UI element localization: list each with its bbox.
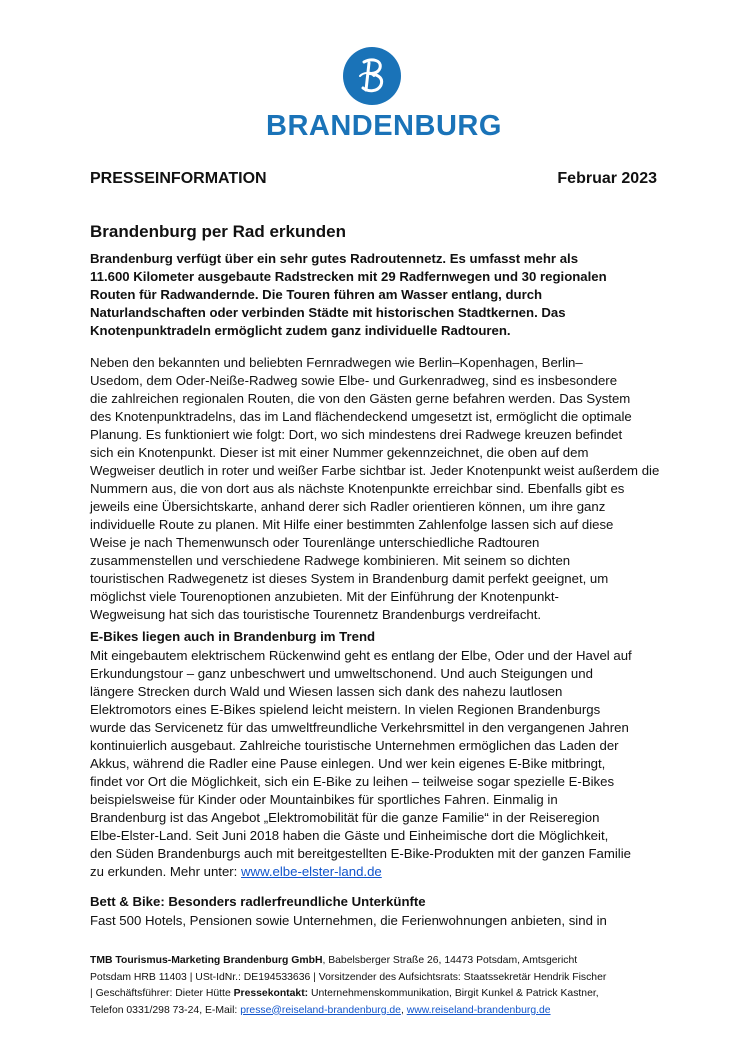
lead-line: Routen für Radwandernde. Die Touren führen am Wasser entlang, durch — [90, 287, 543, 302]
body-line: möglichst viele Tourenoptionen anzubieten. Mit der Einführung der Knotenpunkt- — [90, 589, 559, 604]
article-title: Brandenburg per Rad erkunden — [90, 222, 346, 241]
body-line: findet vor Ort die Möglichkeit, sich ein E-Bike zu leihen – teilweise sogar spezielle E-Bikes — [90, 774, 615, 789]
body-line: kontinuierlich ausgebaut. Zahlreiche touristische Unternehmen ermöglichen das Laden der — [90, 738, 619, 753]
body-line: Usedom, dem Oder-Neiße-Radweg sowie Elbe- und Gurkenradweg, sind es insbesondere — [90, 373, 618, 388]
body-line: Wegweisung hat sich das touristische Tourennetz Brandenburgs verdreifacht. — [90, 607, 542, 622]
body-line: beispielsweise für Kinder oder Mountainbikes für sportliches Fahren. Einmalig in — [90, 792, 558, 807]
document-header — [90, 170, 657, 192]
body-line: Neben den bekannten und beliebten Fernradwegen wie Berlin–Kopenhagen, Berlin– — [90, 355, 583, 370]
footer-line — [90, 1003, 670, 1020]
body-line: Elbe-Elster-Land. Seit Juni 2018 haben die Gäste und Einheimische dort die Möglichkeit, — [90, 828, 609, 843]
lead-line: 11.600 Kilometer ausgebaute Radstrecken mit 29 Radfernwegen und 30 regionalen — [90, 269, 607, 284]
press-email-link[interactable]: presse@reiseland-brandenburg.de — [240, 1004, 401, 1016]
body-line: Mit eingebautem elektrischem Rückenwind geht es entlang der Elbe, Oder und der Havel auf — [90, 648, 632, 663]
body-line: Brandenburg ist das Angebot „Elektromobilität für die ganze Familie“ in der Reiseregion — [90, 810, 600, 825]
elbe-elster-land-link[interactable]: www.elbe-elster-land.de — [241, 864, 382, 879]
body-line: des Knotenpunktradelns, das im Land flächendeckend umgesetzt ist, ermöglicht die optimale — [90, 409, 632, 424]
body-paragraph-bett-bike — [90, 912, 662, 930]
body-line: zusammenstellen und verschiedene Radwege kombinieren. Mit seinem so dichten — [90, 553, 571, 568]
body-paragraph-knotenpunkt — [90, 354, 662, 624]
footer-imprint — [90, 953, 670, 1019]
section-heading-bett-bike: Bett & Bike: Besonders radlerfreundliche Unterkünfte — [90, 894, 426, 909]
footer-line — [90, 953, 670, 970]
document-type-label: PRESSEINFORMATION — [90, 170, 267, 187]
body-line: jeweils eine Übersichtskarte, anhand derer sich Radler orientieren können, um ihre ganz — [90, 499, 606, 514]
lead-paragraph — [90, 250, 660, 340]
more-info-label: zu erkunden. Mehr unter: — [90, 864, 242, 879]
body-line: längere Strecken durch Wald und Wiesen lassen sich dank des nahezu lautlosen — [90, 684, 563, 699]
lead-line: Knotenpunktradeln ermöglicht zudem ganz individuelle Radtouren. — [90, 323, 511, 338]
footer-ceo: | Geschäftsführer: Dieter Hütte — [90, 988, 234, 999]
body-line — [90, 863, 662, 881]
footer-press-contacts: Unternehmenskommunikation, Birgit Kunkel & Patrick Kastner, — [308, 988, 599, 999]
body-line: Fast 500 Hotels, Pensionen sowie Unternehmen, die Ferienwohnungen anbieten, sind in — [90, 913, 607, 928]
footer-phone: Telefon 0331/298 73-24, E-Mail: — [90, 1004, 241, 1016]
lead-line: Naturlandschaften oder verbinden Städte mit historischen Stadtkernen. Das — [90, 305, 566, 320]
body-line: die zahlreichen regionalen Routen, die von den Gästen gerne befahren werden. Das System — [90, 391, 631, 406]
body-line: Weise je nach Themenwunsch oder Tourenlänge unterschiedliche Radtouren — [90, 535, 540, 550]
brandenburg-emblem-icon — [342, 46, 402, 106]
body-line: Nummern aus, die von dort aus als nächste Knotenpunkte erreichbar sind. Ebenfalls gibt es — [90, 481, 625, 496]
brand-wordmark: BRANDENBURG — [266, 110, 502, 142]
body-line: sich ein Knotenpunkt. Dieser ist mit einer Nummer gekennzeichnet, die oben auf dem — [90, 445, 589, 460]
body-line: touristischen Radwegenetz ist dieses System in Brandenburg damit perfekt geeignet, um — [90, 571, 609, 586]
footer-address: , Babelsberger Straße 26, 14473 Potsdam, Amtsgericht — [322, 955, 578, 966]
body-line: Elektromotors eines E-Bikes spielend leicht meistern. In vielen Regionen Brandenburgs — [90, 702, 601, 717]
body-line: Akkus, während die Radler eine Pause einlegen. Und wer kein eigenes E-Bike mitbringt, — [90, 756, 606, 771]
body-line: den Süden Brandenburgs auch mit bereitgestellten E-Bike-Produkten mit der ganzen Familie — [90, 846, 631, 861]
brandenburg-logo — [266, 46, 502, 143]
body-line: Planung. Es funktioniert wie folgt: Dort, wo sich mindestens drei Radwege kreuzen befindet — [90, 427, 623, 442]
website-link[interactable]: www.reiseland-brandenburg.de — [406, 1004, 551, 1016]
lead-line: Brandenburg verfügt über ein sehr gutes Radroutennetz. Es umfasst mehr als — [90, 251, 579, 266]
footer-line — [90, 986, 670, 1003]
body-line: Erkundungstour – ganz unbeschwert und umweltschonend. Und auch Steigungen und — [90, 666, 593, 681]
footer-separator: , — [400, 1004, 407, 1016]
body-line: individuelle Route zu planen. Mit Hilfe einer bestimmten Zahlenfolge lassen sich auf diese — [90, 517, 614, 532]
footer-press-label: Pressekontakt: — [233, 988, 309, 999]
footer-line: Potsdam HRB 11403 | USt-IdNr.: DE194533636 | Vorsitzender des Aufsichtsrats: Staatssekretär Hendrik Fischer — [90, 971, 607, 983]
body-line: Wegweiser deutlich in roter und weißer Farbe sichtbar ist. Jeder Knotenpunkt weist außerdem die — [90, 463, 660, 478]
body-line: wurde das Servicenetz für das umweltfreundliche Verkehrsmittel in den vergangenen Jahren — [90, 720, 629, 735]
document-date: Februar 2023 — [557, 170, 657, 187]
body-paragraph-ebikes — [90, 647, 662, 881]
section-heading-ebikes: E-Bikes liegen auch in Brandenburg im Trend — [90, 629, 376, 644]
footer-company: TMB Tourismus-Marketing Brandenburg GmbH — [90, 955, 323, 966]
